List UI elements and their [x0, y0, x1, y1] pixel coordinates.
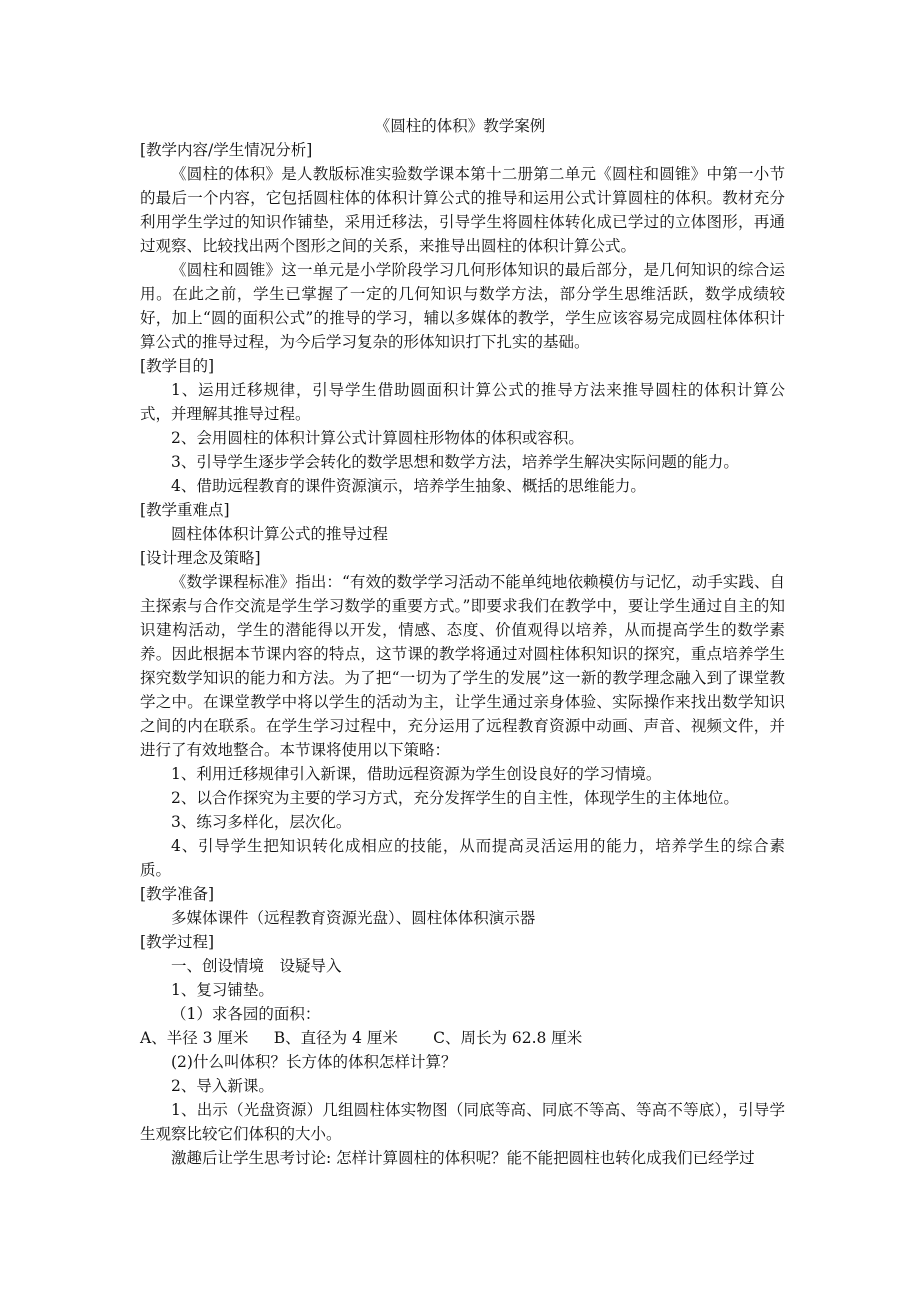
section-heading-prep: [教学准备]: [140, 885, 215, 903]
section-heading-design: [设计理念及策略]: [140, 549, 261, 567]
section-heading-keypoints: [教学重难点]: [140, 501, 230, 519]
process-show: 1、出示（光盘资源）几组圆柱体实物图（同底等高、同底不等高、等高不等底），引导学生观察比较它们体积的大小。: [140, 1101, 785, 1143]
goal-item-3: 3、引导学生逐步学会转化的数学思想和数学方法，培养学生解决实际问题的能力。: [171, 453, 739, 471]
strategy-item-4: 4、引导学生把知识转化成相应的技能，从而提高灵活运用的能力，培养学生的综合素质。: [140, 837, 785, 879]
section-heading-goals: [教学目的]: [140, 357, 215, 375]
goal-item-2: 2、会用圆柱的体积计算公式计算圆柱形物体的体积或容积。: [171, 429, 584, 447]
design-paragraph: 《数学课程标准》指出：“有效的数学学习活动不能单纯地依赖模仿与记忆，动手实践、自主探索与合作交流是学生学习数学的重要方式。”即要求我们在教学中，要让学生通过自主的知识建构活动，学生的潜能得以开发，情感、态度、价值观得以培养，从而提高学生的数学素养。因此根据本节课内容的特点，这节课的教学将通过对圆柱体积知识的探究，重点培养学生探究数学知识的能力和方法。为了把“一切为了学生的发展”这一新的教学理念融入到了课堂教学之中。在课堂教学中将以学生的活动为主，让学生通过亲身体验、实际操作来找出数学知识之间的内在联系。在学生学习过程中，充分运用了远程教育资源中动画、声音、视频文件，并进行了有效地整合。本节课将使用以下策略：: [140, 573, 785, 759]
strategy-item-3: 3、练习多样化，层次化。: [171, 813, 352, 831]
process-step-1: 一、创设情境 设疑导入: [171, 957, 342, 975]
process-review: 1、复习铺垫。: [171, 981, 274, 999]
process-question-2: (2)什么叫体积？长方体的体积怎样计算？: [171, 1053, 457, 1071]
section-heading-analysis: [教学内容/学生情况分析]: [140, 141, 313, 159]
document-title: 《圆柱的体积》教学案例: [374, 117, 546, 135]
process-question-1: （1）求各园的面积：: [171, 1005, 321, 1023]
process-discuss: 激趣后让学生思考讨论: 怎样计算圆柱的体积呢？能不能把圆柱也转化成我们已经学过: [171, 1149, 755, 1167]
process-intro: 2、导入新课。: [171, 1077, 274, 1095]
process-options: A、半径 3 厘米 B、直径为 4 厘米 C、周长为 62.8 厘米: [140, 1029, 583, 1047]
goal-item-4: 4、借助远程教育的课件资源演示，培养学生抽象、概括的思维能力。: [171, 477, 646, 495]
analysis-paragraph-2: 《圆柱和圆锥》这一单元是小学阶段学习几何形体知识的最后部分，是几何知识的综合运用。在此之前，学生已掌握了一定的几何知识与数学方法，部分学生思维活跃，数学成绩较好，加上“圆的面积公式”的推导的学习，辅以多媒体的教学，学生应该容易完成圆柱体体积计算公式的推导过程，为今后学习复杂的形体知识打下扎实的基础。: [140, 261, 785, 351]
strategy-item-2: 2、以合作探究为主要的学习方式，充分发挥学生的自主性，体现学生的主体地位。: [171, 789, 739, 807]
keypoints-text: 圆柱体体积计算公式的推导过程: [171, 525, 389, 543]
strategy-item-1: 1、利用迁移规律引入新课，借助远程资源为学生创设良好的学习情境。: [171, 765, 662, 783]
goal-item-1: 1、运用迁移规律，引导学生借助圆面积计算公式的推导方法来推导圆柱的体积计算公式，并理解其推导过程。: [140, 381, 785, 423]
analysis-paragraph-1: 《圆柱的体积》是人教版标准实验数学课本第十二册第二单元《圆柱和圆锥》中第一小节的最后一个内容，它包括圆柱体的体积计算公式的推导和运用公式计算圆柱的体积。教材充分利用学生学过的知识作铺垫，采用迁移法，引导学生将圆柱体转化成已学过的立体图形，再通过观察、比较找出两个图形之间的关系，来推导出圆柱的体积计算公式。: [140, 165, 785, 255]
section-heading-process: [教学过程]: [140, 933, 215, 951]
prep-text: 多媒体课件（远程教育资源光盘）、圆柱体体积演示器: [171, 909, 536, 927]
document-body: [140, 138, 785, 1170]
